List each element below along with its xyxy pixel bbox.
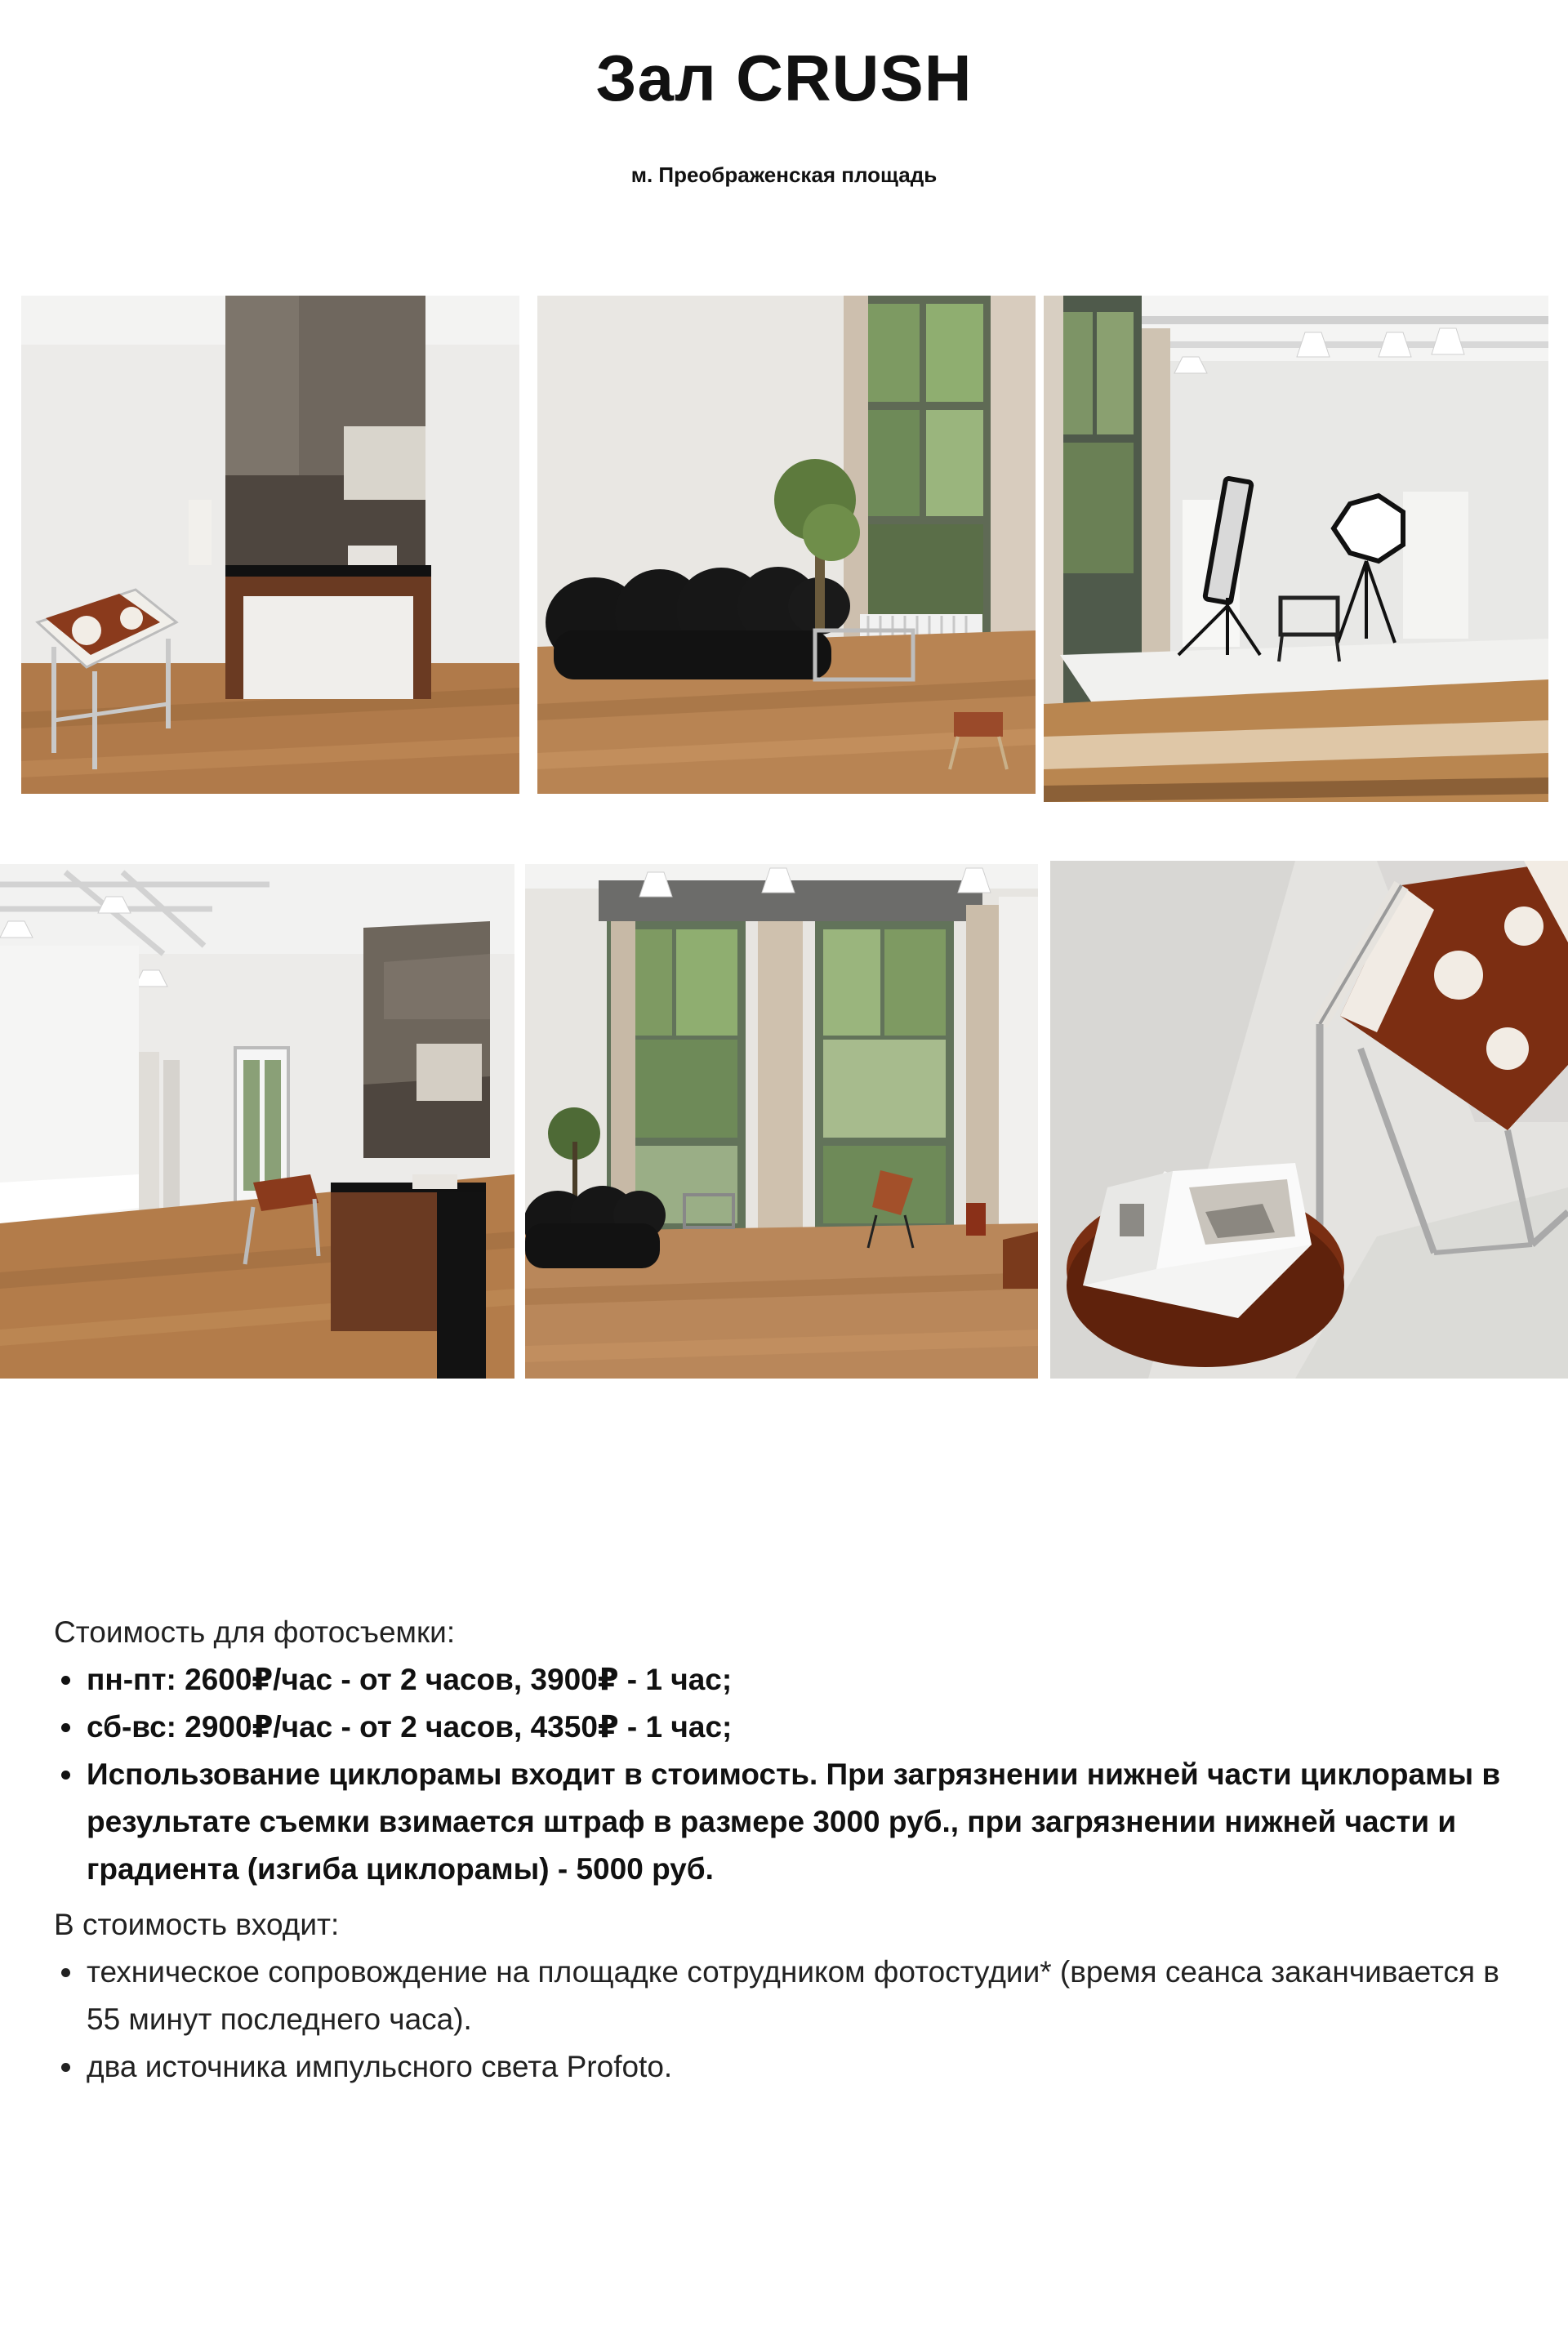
metro-station: м. Преображенская площадь bbox=[630, 163, 938, 187]
page-title: Зал CRUSH bbox=[595, 42, 973, 114]
pricing-heading: Стоимость для фотосъемки: bbox=[54, 1615, 456, 1649]
included-list bbox=[54, 1949, 1540, 2091]
photo-black-sofa-window[interactable] bbox=[537, 296, 1036, 794]
photo-cyclorama-lights[interactable] bbox=[1044, 296, 1548, 802]
included-heading: В стоимость входит: bbox=[54, 1908, 340, 1941]
photo-chair-magazine[interactable] bbox=[1050, 861, 1568, 1379]
photo-hall-overview[interactable] bbox=[0, 864, 514, 1379]
list-item: • сб-вс: 2900₽/час - от 2 часов, 4350₽ - 1 час; bbox=[85, 1704, 1540, 1751]
list-item: • Использование циклорамы входит в стоимость. При загрязнении нижней части циклорамы в результате съемки взимается штраф в размере 3000 руб., при загрязнении нижней части и градиента (изгиба циклорамы) - 5000 руб. bbox=[85, 1751, 1540, 1893]
info-section bbox=[54, 1609, 1540, 2099]
list-item: • два источника импульсного света Profoto. bbox=[85, 2043, 1540, 2091]
photo-windows-sofa[interactable] bbox=[525, 864, 1038, 1379]
pricing-list bbox=[54, 1656, 1540, 1893]
list-item: • пн-пт: 2600₽/час - от 2 часов, 3900₽ - 1 час; bbox=[85, 1656, 1540, 1704]
list-item: • техническое сопровождение на площадке сотрудником фотостудии* (время сеанса заканчивается в 55 минут последнего часа). bbox=[85, 1949, 1540, 2043]
photo-console-art-chair[interactable] bbox=[21, 296, 519, 794]
